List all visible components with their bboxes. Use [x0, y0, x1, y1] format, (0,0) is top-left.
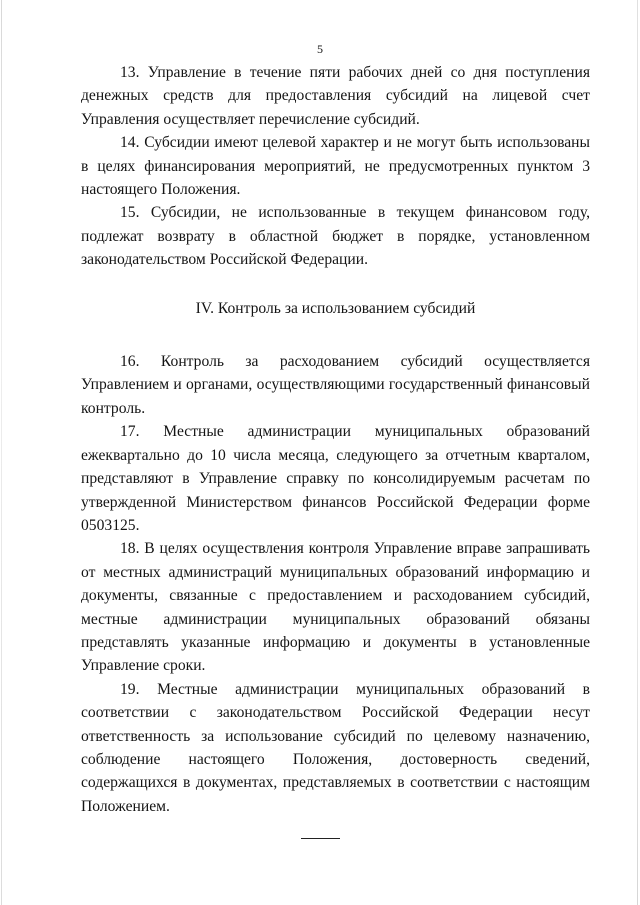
scan-edge-left — [1, 0, 2, 905]
paragraph-19: 19. Местные администрации муниципальных образований в соответствии с законодательством Российской Федерации несут ответственность за использование субсидий по целевому назначению, соблюдение настоящего Положения, достоверность сведений, содержащихся в документах, представляемых в соответствии с настоящим Положением. — [81, 680, 590, 815]
section-spacer — [81, 272, 590, 297]
heading-spacer — [81, 320, 590, 350]
paragraph-13: 13. Управление в течение пяти рабочих дней со дня поступления денежных средств для предоставления субсидий на лицевой счет Управления осуществляет перечисление субсидий. — [81, 64, 590, 128]
page-number: 5 — [317, 42, 323, 56]
paragraph-17: 17. Местные администрации муниципальных образований ежеквартально до 10 числа месяца, следующего за отчетным кварталом, представляют в Управление справку по консолидируемым расчетам по утвержденной Министерством финансов Российской Федерации форме 0503125. — [81, 423, 590, 534]
end-of-page-rule — [301, 838, 340, 839]
section-heading: IV. Контроль за использованием субсидий — [195, 299, 476, 317]
paragraph-18: 18. В целях осуществления контроля Управление вправе запрашивать от местных администраций муниципальных образований информацию и документы, связанные с предоставлением и расходованием субсидий, местные администрации муниципальных образований обязаны представлять указанные информацию и документы в установленные Управление сроки. — [81, 540, 590, 675]
scan-edge-right — [637, 0, 638, 905]
paragraph-15: 15. Субсидии, не использованные в текущем финансовом году, подлежат возврату в областной бюджет в порядке, установленном законодательством Российской Федерации. — [81, 204, 590, 269]
document-body — [81, 61, 590, 818]
paragraph-16: 16. Контроль за расходованием субсидий осуществляется Управлением и органами, осуществляющими государственный финансовый контроль. — [81, 353, 590, 417]
paragraph-14: 14. Субсидии имеют целевой характер и не могут быть использованы в целях финансирования мероприятий, не предусмотренных пунктом 3 настоящего Положения. — [81, 134, 590, 199]
